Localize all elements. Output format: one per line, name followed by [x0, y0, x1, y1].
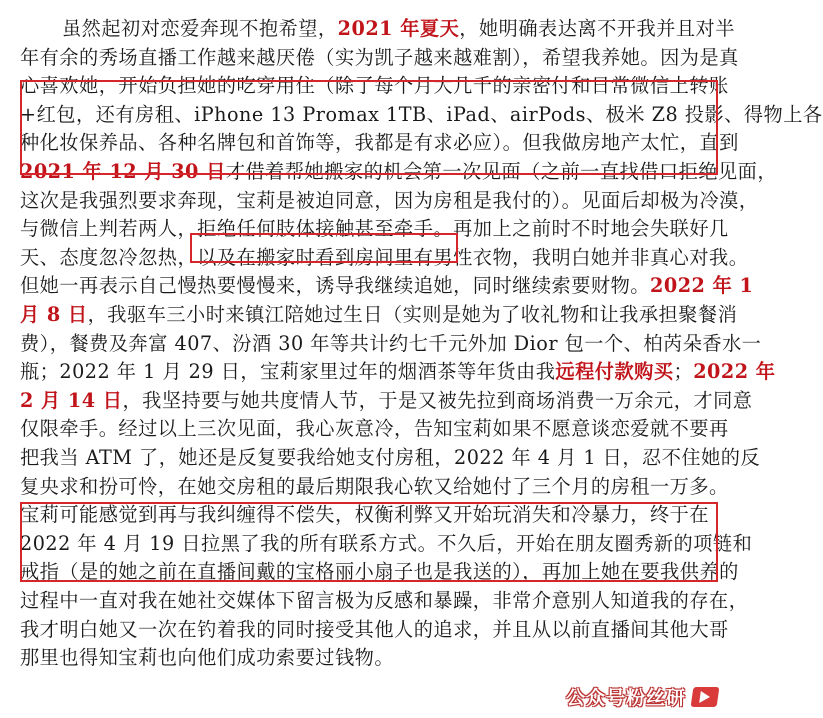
- highlighted-text: 2021 年夏天: [337, 17, 460, 40]
- text-segment: ，她明确表达离不开我并且对半: [459, 17, 735, 40]
- text-segment: 瓶；2022 年 1 月 29 日，宝莉家里过年的烟酒茶等年货由我: [20, 360, 556, 384]
- text-line: [0, 44, 752, 72]
- highlighted-text: 2021 年 12 月 30 日: [20, 160, 226, 183]
- text-line: [0, 358, 776, 386]
- text-segment: 把我当 ATM 了，她还是反复要我给她支付房租，2022 年 4 月 1 日，忍不住她的反: [20, 446, 761, 469]
- text-segment: 与微信上判若两人，拒绝任何肢体接触甚至牵手。再加上之前时不时地会失联好几: [20, 217, 729, 241]
- text-segment: 这次是我强烈要求奔现，宝莉是被迫同意，因为房租是我付的）。见面后却极为冷漠，: [20, 188, 759, 212]
- text-segment: ，我坚持要与她共度情人节，于是又被先拉到商场消费一万余元，才同意: [122, 388, 753, 412]
- highlighted-text: 远程付款购买: [555, 360, 674, 384]
- text-line: [0, 301, 752, 329]
- text-segment: ，我驱车三小时来镇江陪她过生日（实则是她为了收礼物和让我承担聚餐消: [87, 303, 738, 326]
- play-badge-icon: [691, 687, 720, 707]
- text-line: [0, 415, 752, 443]
- highlighted-text: 月 8 日: [20, 303, 88, 326]
- text-segment: 虽然起初对恋爱奔现不抱希望，: [62, 17, 338, 40]
- text-line: [0, 587, 752, 615]
- text-line: [0, 444, 761, 472]
- text-segment: 天、态度忽冷忽热，以及在搬家时看到房间里有男性衣物，我明白她并非真心对我。: [20, 245, 749, 269]
- text-line: [0, 272, 752, 300]
- text-segment: +红包，还有房租、iPhone 13 Promax 1TB、iPad、airPods、极米 Z8 投影、得物上各: [20, 102, 823, 126]
- text-segment: 过程中一直对我在她社交媒体下留言极为反感和暴躁，非常介意别人知道我的存在，: [20, 589, 749, 612]
- text-segment: 才借着帮她搬家的机会第一次见面（之前一直找借口拒绝见面，: [225, 160, 778, 183]
- highlighted-text: 2022 年 1: [650, 274, 754, 298]
- text-line: [0, 616, 752, 644]
- watermark: [566, 683, 718, 710]
- highlight-box-no-contact: [190, 233, 458, 263]
- text-line: [0, 387, 752, 415]
- text-line: [0, 473, 752, 501]
- text-segment: 宝莉可能感觉到再与我纠缠得不偿失，权衡利弊又开始玩消失和冷暴力，终于在: [20, 503, 710, 527]
- text-segment: 年有余的秀场直播工作越来越厌倦（实为凯子越来越难割），希望我养她。因为是真: [20, 45, 739, 69]
- text-line: [0, 187, 759, 215]
- text-segment: 戒指（是的她之前在直播间戴的宝格丽小扇子也是我送的），再加上她在要我供养的: [20, 560, 739, 584]
- watermark-text: 公众号粉丝研: [565, 687, 686, 709]
- text-segment: 但她一再表示自己慢热要慢慢来，诱导我继续追她，同时继续索要财物。: [20, 274, 650, 298]
- text-segment: ；: [673, 360, 694, 384]
- text-segment: 种化妆保养品、各种名牌包和首饰等，我都是有求必应）。但我做房地产太忙，直到: [20, 131, 739, 155]
- text-segment: 心喜欢她，开始负担她的吃穿用住（除了每个月大几千的亲密付和日常微信上转账: [20, 74, 729, 98]
- highlight-box-expenses: [20, 80, 718, 175]
- highlighted-text: 2 月 14 日: [20, 388, 123, 412]
- text-segment: 那里也得知宝莉也向他们成功索要过钱物。: [20, 646, 395, 670]
- text-segment: 仅限牵手。经过以上三次见面，我心灰意冷，告知宝莉如果不愿意谈恋爱就不要再: [20, 417, 729, 441]
- text-segment: 复央求和扮可怜，在她交房租的最后期限我心软又给她付了三个月的房租一万多。: [20, 474, 729, 498]
- text-line: [0, 15, 794, 43]
- highlighted-text: 2022 年: [693, 360, 776, 384]
- highlight-box-blocked: [20, 502, 718, 582]
- text-segment: 费），餐费及奔富 407、汾酒 30 年等共计约七千元外加 Dior 包一个、柏芮朵香水一: [20, 331, 762, 355]
- text-line: [0, 644, 752, 672]
- text-line: [0, 330, 762, 358]
- text-segment: 2022 年 4 月 19 日拉黑了我的所有联系方式。不久后，开始在朋友圈秀新的项链和: [20, 531, 753, 555]
- text-segment: 我才明白她又一次在钓着我的同时接受其他人的追求，并且从以前直播间其他大哥: [20, 617, 729, 641]
